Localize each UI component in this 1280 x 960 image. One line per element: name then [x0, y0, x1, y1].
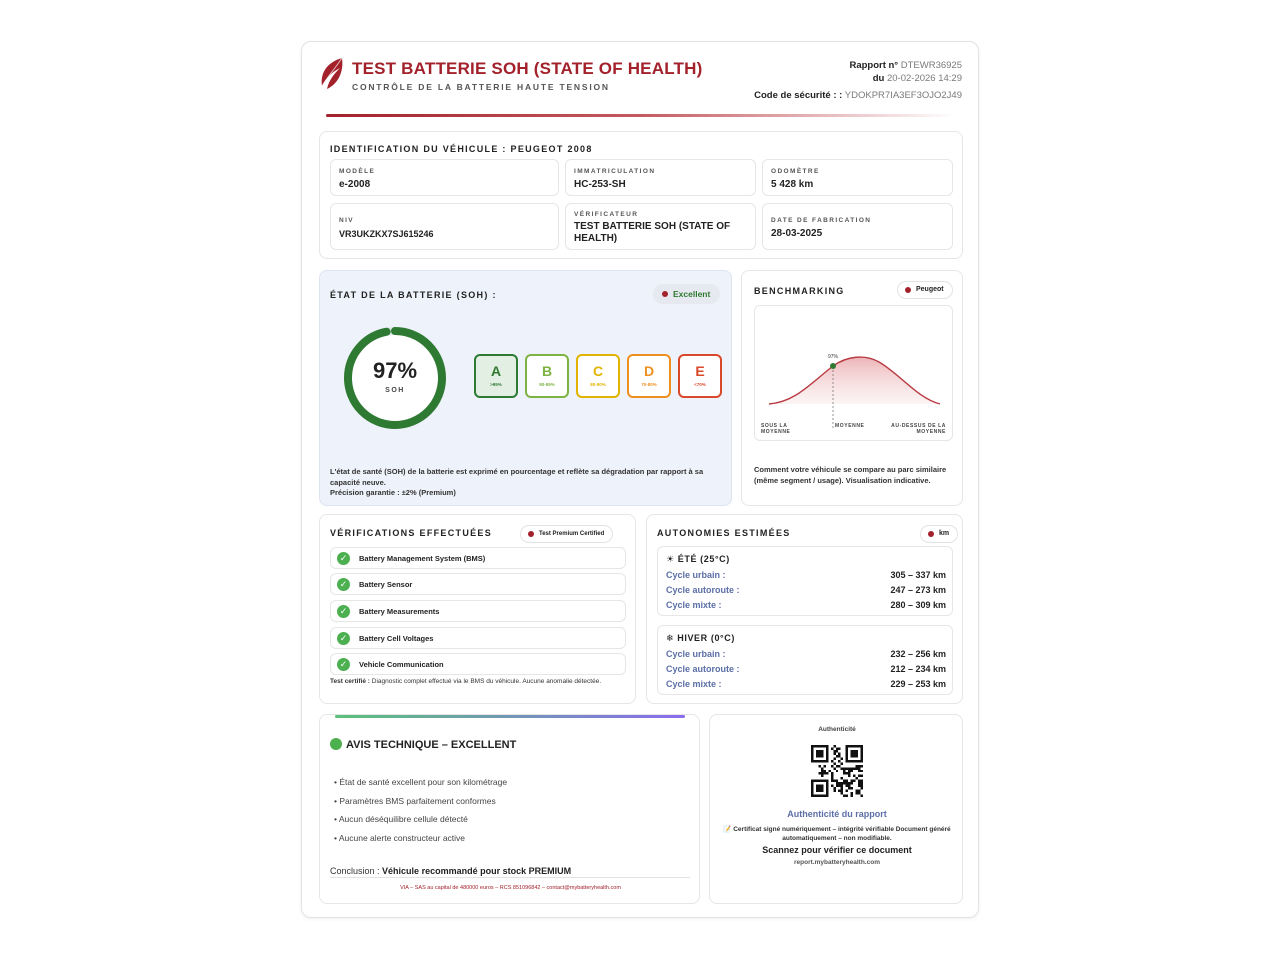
unit-chip-text: km: [939, 530, 950, 537]
soh-unit-label: SOH: [385, 387, 405, 394]
autonomy-title: AUTONOMIES ESTIMÉES: [657, 528, 791, 538]
soh-description: [330, 467, 725, 499]
field-value: HC-253-SH: [574, 179, 626, 190]
field-verifier: [565, 203, 756, 250]
checks-title: VÉRIFICATIONS EFFECTUÉES: [330, 528, 493, 538]
checks-note: [330, 678, 626, 686]
grade-range: >95%: [490, 382, 502, 387]
axis-label-average: MOYENNE: [835, 423, 865, 429]
status-dot-icon: [662, 291, 668, 297]
benchmark-brand-text: Peugeot: [916, 286, 944, 293]
scan-instruction: Scannez pour vérifier ce document: [762, 845, 912, 855]
field-label: VÉRIFICATEUR: [574, 211, 639, 218]
benchmark-plot: [754, 305, 953, 441]
benchmark-brand-chip: [897, 281, 953, 299]
row-key: Cycle urbain :: [666, 570, 726, 580]
bell-area: [769, 357, 940, 404]
checkmark-icon: ✓: [337, 578, 350, 591]
grade-d: [627, 354, 671, 398]
checks-card: [319, 514, 636, 704]
report-date: 20-02-2026 14:29: [886, 73, 962, 84]
benchmarking-card: [741, 270, 963, 506]
autonomy-card: [646, 514, 963, 704]
winter-title: ❄ HIVER (0°C): [666, 633, 735, 643]
soh-value: 97%: [372, 358, 418, 383]
soh-status-text: Excellent: [673, 289, 711, 299]
grade-range: 90-95%: [539, 382, 555, 387]
grade-a: [474, 354, 518, 398]
checkmark-icon: ✓: [337, 658, 350, 671]
grade-letter: E: [695, 363, 705, 379]
certified-dot-icon: [528, 531, 534, 537]
opinion-bullet: • Aucune alerte constructeur active: [334, 833, 466, 843]
field-value: VR3UKZKX7SJ615246: [339, 229, 434, 239]
leaf-logo-icon: [318, 56, 346, 92]
check-item-label: Battery Cell Voltages: [359, 634, 434, 643]
report-date-label: du: [872, 73, 885, 84]
grade-letter: C: [592, 363, 604, 379]
soh-description-text: L'état de santé (SOH) de la batterie est exprimé en pourcentage et reflète sa dégradation par rapport à sa capacité neuve.: [330, 467, 704, 487]
row-key: Cycle autoroute :: [666, 664, 740, 674]
field-value: TEST BATTERIE SOH (STATE OF HEALTH): [574, 221, 731, 244]
axis-label-below: SOUS LA MOYENNE: [761, 423, 791, 435]
row-key: Cycle autoroute :: [666, 585, 740, 595]
field-label: MODÈLE: [339, 168, 376, 175]
field-label: ODOMÈTRE: [771, 168, 820, 175]
security-code-label: Code de sécurité : :: [754, 90, 843, 101]
check-item-label: Battery Measurements: [359, 607, 440, 616]
report-title: TEST BATTERIE SOH (STATE OF HEALTH): [352, 59, 703, 78]
premium-certified-text: Test Premium Certified: [539, 531, 605, 537]
field-odometer: [762, 159, 953, 196]
check-item-label: Battery Sensor: [359, 580, 413, 589]
opinion-title: [330, 738, 516, 751]
soh-status-badge: [653, 284, 720, 304]
row-key: Cycle urbain :: [666, 649, 726, 659]
checkmark-icon: ✓: [337, 605, 350, 618]
grade-range: 70-80%: [641, 382, 657, 387]
grade-range: 80-90%: [590, 382, 606, 387]
row-value: 232 – 256 km: [890, 649, 946, 659]
row-value: 247 – 273 km: [890, 585, 946, 595]
green-status-icon: [330, 738, 342, 750]
field-value: 5 428 km: [771, 179, 814, 190]
vehicle-marker: [830, 363, 836, 369]
row-value: 305 – 337 km: [890, 570, 946, 580]
authenticity-label: Authenticité: [818, 726, 856, 733]
report-number: DTEWR36925: [900, 60, 962, 71]
field-label: NIV: [339, 217, 355, 224]
check-item-label: Battery Management System (BMS): [359, 554, 486, 563]
field-manufacture-date: [762, 203, 953, 250]
field-value: 28-03-2025: [771, 228, 823, 239]
soh-title: ÉTAT DE LA BATTERIE (SOH) :: [330, 290, 497, 300]
check-item: [330, 627, 626, 649]
gradient-accent-bar: [335, 715, 685, 718]
brand-dot-icon: [905, 287, 911, 293]
footer-divider: [330, 877, 690, 878]
vehicle-marker-label: 97%: [827, 354, 839, 360]
qr-code-icon[interactable]: [811, 745, 863, 797]
row-value: 280 – 309 km: [890, 600, 946, 610]
battery-soh-card: [319, 270, 732, 506]
report-meta: [754, 59, 962, 102]
grade-c: [576, 354, 620, 398]
security-code: YDOKPR7IA3EF3OJO2J49: [844, 90, 962, 101]
check-item: [330, 573, 626, 595]
identification-title: IDENTIFICATION DU VÉHICULE : PEUGEOT 2008: [330, 144, 593, 154]
field-vin: [330, 203, 559, 250]
authenticity-card: [709, 714, 963, 904]
authenticity-description: 📝 Certificat signé numériquement – intégrité vérifiable Document généré automatiquement – non modifiable.: [723, 826, 951, 842]
verification-url[interactable]: report.mybatteryhealth.com: [794, 859, 880, 866]
field-label: DATE DE FABRICATION: [771, 217, 872, 224]
grade-e: [678, 354, 722, 398]
report-sheet: [301, 41, 979, 918]
benchmark-curve: [755, 306, 954, 442]
row-value: 229 – 253 km: [890, 679, 946, 689]
legal-footer: VIA – SAS au capital de 480000 euros – RCS 851096842 – contact@mybatteryhealth.com: [400, 885, 621, 891]
check-item: [330, 547, 626, 569]
check-item: [330, 600, 626, 622]
unit-dot-icon: [928, 531, 934, 537]
row-key: Cycle mixte :: [666, 679, 722, 689]
grade-b: [525, 354, 569, 398]
technical-opinion-card: [319, 714, 700, 904]
premium-certified-chip: [520, 525, 613, 543]
unit-chip: [920, 525, 958, 543]
check-item: [330, 653, 626, 675]
opinion-title-text: AVIS TECHNIQUE – EXCELLENT: [346, 739, 517, 751]
summer-autonomy: [657, 546, 953, 616]
benchmark-title: BENCHMARKING: [754, 286, 845, 296]
checks-note-text: Diagnostic complet effectué via le BMS du véhicule. Aucune anomalie détectée.: [371, 678, 602, 685]
axis-label-above: AU-DESSUS DE LA MOYENNE: [891, 423, 946, 435]
opinion-bullet: • Paramètres BMS parfaitement conformes: [334, 796, 496, 806]
row-key: Cycle mixte :: [666, 600, 722, 610]
field-label: IMMATRICULATION: [574, 168, 656, 175]
soh-precision-text: Précision garantie : ±2% (Premium): [330, 488, 456, 497]
checkmark-icon: ✓: [337, 632, 350, 645]
opinion-bullet: • État de santé excellent pour son kilométrage: [334, 777, 508, 787]
winter-autonomy: [657, 625, 953, 695]
field-model: [330, 159, 559, 196]
checks-note-label: Test certifié :: [330, 678, 370, 685]
conclusion-label: Conclusion :: [330, 866, 380, 876]
conclusion: [330, 866, 571, 876]
grade-letter: B: [541, 363, 553, 379]
summer-title: ☀ ÉTÉ (25°C): [666, 554, 730, 564]
grade-letter: D: [643, 363, 655, 379]
vehicle-identification-card: [319, 131, 963, 259]
report-subtitle: CONTRÔLE DE LA BATTERIE HAUTE TENSION: [352, 82, 610, 92]
row-value: 212 – 234 km: [890, 664, 946, 674]
field-value: e-2008: [339, 179, 371, 190]
benchmark-description: Comment votre véhicule se compare au parc similaire (même segment / usage). Visualisation indicative.: [754, 465, 947, 485]
authenticity-title: Authenticité du rapport: [787, 809, 887, 819]
field-registration: [565, 159, 756, 196]
report-number-label: Rapport n°: [849, 60, 899, 71]
header-divider: [326, 114, 956, 117]
checkmark-icon: ✓: [337, 552, 350, 565]
conclusion-value: Véhicule recommandé pour stock PREMIUM: [382, 866, 572, 876]
check-item-label: Vehicle Communication: [359, 660, 444, 669]
grade-letter: A: [490, 363, 502, 379]
grade-range: <70%: [694, 382, 706, 387]
opinion-bullet: • Aucun déséquilibre cellule détecté: [334, 814, 468, 824]
